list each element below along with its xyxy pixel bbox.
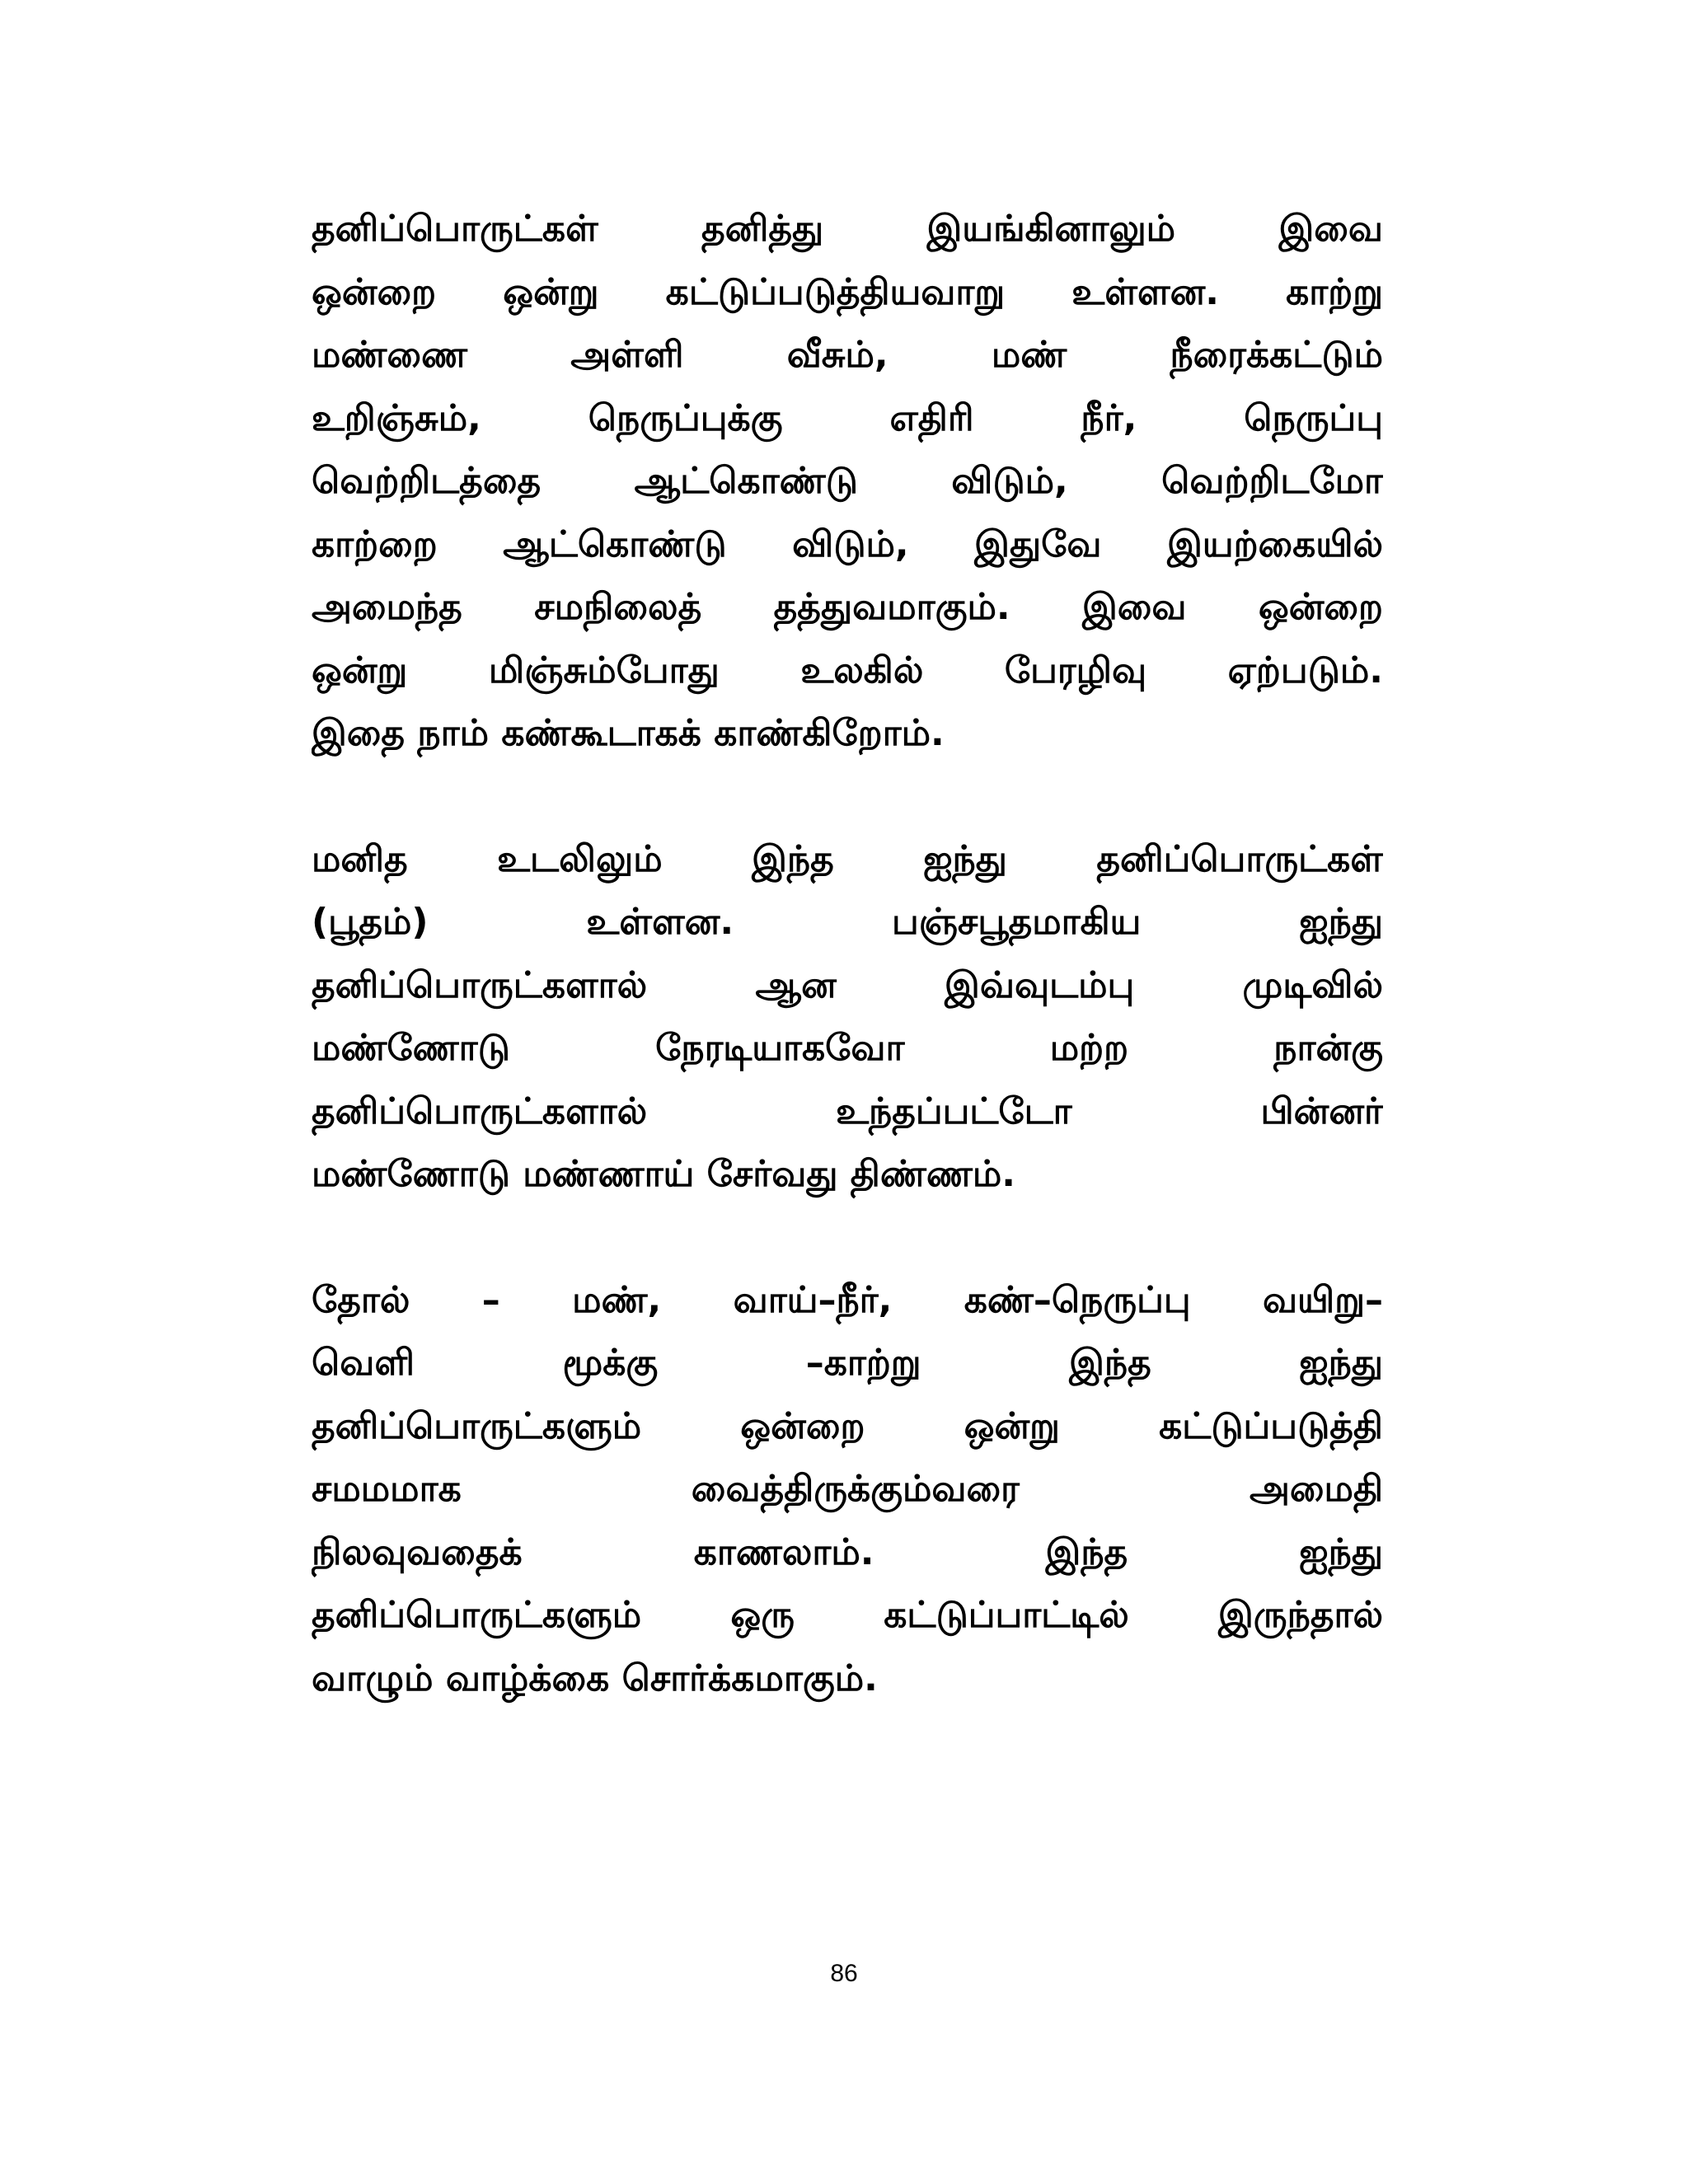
text-line: மண்ணோடு மண்ணாய் சேர்வது திண்ணம்.	[312, 1153, 1015, 1195]
page-number: 86	[830, 1960, 858, 1987]
text-line: தோல் – மண், வாய்–நீர், கண்–நெருப்பு வயிறு–	[312, 1278, 1383, 1321]
text-line: சமமமாக வைத்திருக்கும்வரை அமைதி	[312, 1468, 1383, 1510]
body-text	[312, 198, 1383, 1773]
text-line: மண்ணை அள்ளி வீசும், மண் நீரைக்கட்டும்	[312, 334, 1383, 376]
text-line: வெளி மூக்கு –காற்று இந்த ஐந்து	[312, 1342, 1383, 1384]
text-line: மனித உடலிலும் இந்த ஐந்து தனிப்பொருட்கள்	[312, 837, 1383, 880]
text-line: தனிப்பொருட்களால் உந்தப்பட்டோ பின்னர்	[312, 1090, 1383, 1132]
text-line: நிலவுவதைக் காணலாம். இந்த ஐந்து	[312, 1530, 1383, 1573]
text-line: (பூதம்) உள்ளன. பஞ்சபூதமாகிய ஐந்து	[312, 901, 1383, 943]
paragraph-2	[312, 828, 1383, 1207]
text-line: தனிப்பொருட்களும் ஒன்றை ஒன்று கட்டுப்படுத்தி	[312, 1404, 1383, 1447]
text-line: வெற்றிடத்தை ஆட்கொண்டு விடும், வெற்றிடமோ	[312, 460, 1383, 502]
text-line: ஒன்று மிஞ்சும்போது உலகில் பேரழிவு ஏற்படும்.	[312, 649, 1383, 691]
text-line: தனிப்பொருட்களால் ஆன இவ்வுடம்பு முடிவில்	[312, 963, 1383, 1006]
paragraph-3	[312, 1269, 1383, 1711]
text-line: உறிஞ்சும், நெருப்புக்கு எதிரி நீர், நெருப்பு	[312, 396, 1383, 439]
text-line: ஒன்றை ஒன்று கட்டுப்படுத்தியவாறு உள்ளன. காற்று	[312, 270, 1383, 313]
text-line: தனிப்பொருட்கள் தனித்து இயங்கினாலும் இவை	[312, 208, 1383, 250]
paragraph-1	[312, 198, 1383, 766]
text-line: அமைந்த சமநிலைத் தத்துவமாகும். இவை ஒன்றை	[312, 586, 1383, 628]
text-line: வாழும் வாழ்க்கை சொர்க்கமாகும்.	[312, 1657, 878, 1699]
text-line: மண்ணோடு நேரடியாகவோ மற்ற நான்கு	[312, 1027, 1383, 1069]
text-line: தனிப்பொருட்களும் ஒரு கட்டுப்பாட்டில் இருந்தால்	[312, 1594, 1383, 1636]
text-line: காற்றை ஆட்கொண்டு விடும், இதுவே இயற்கையில்	[312, 523, 1383, 565]
text-line: இதை நாம் கண்கூடாகக் காண்கிறோம்.	[312, 712, 945, 754]
